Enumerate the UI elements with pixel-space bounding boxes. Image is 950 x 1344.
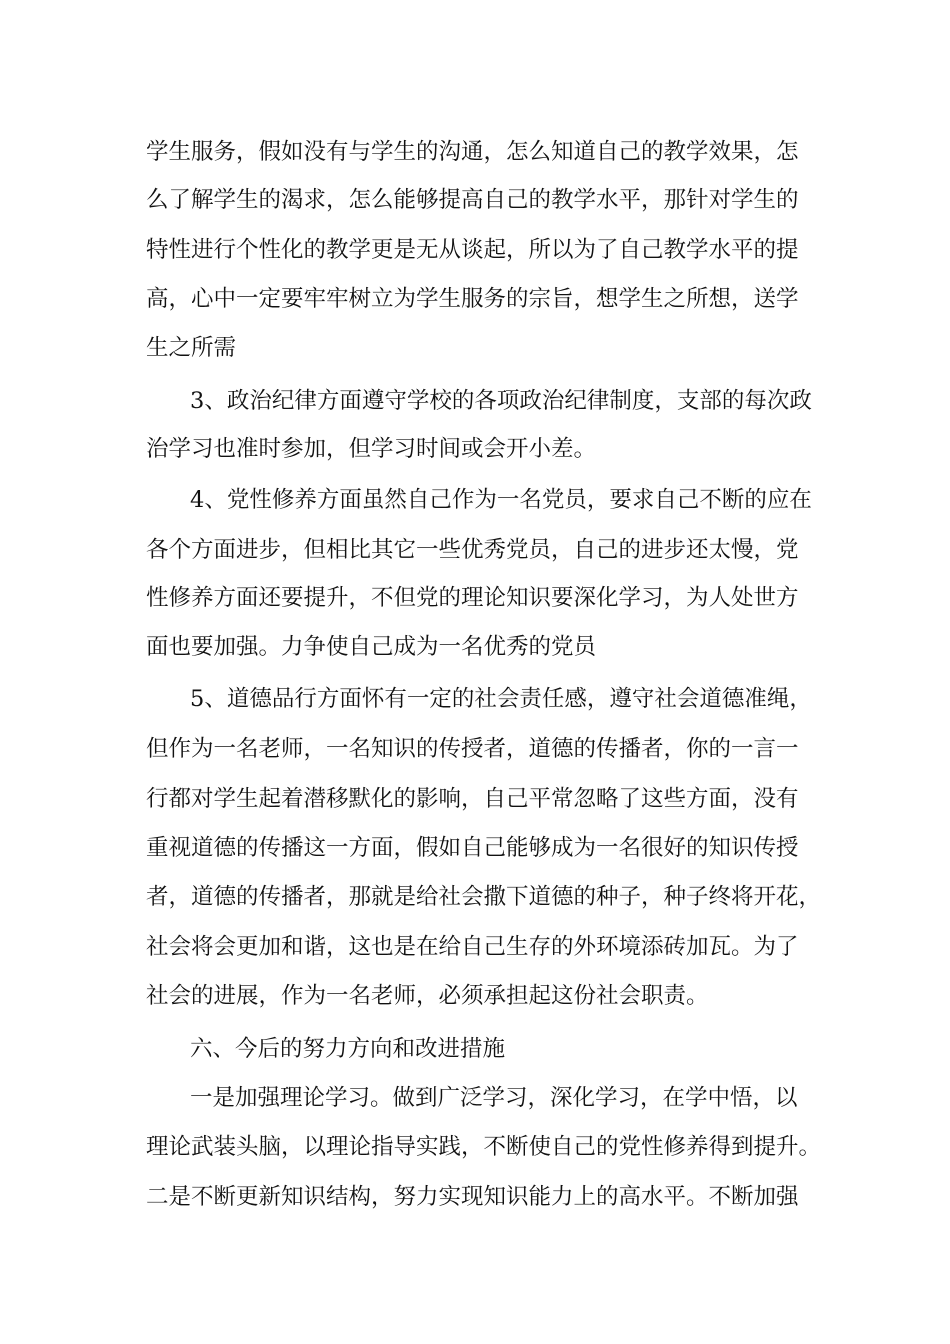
paragraph-first-line: 4、党性修养方面虽然自己作为一名党员，要求自己不断的应在: [190, 487, 812, 513]
text-line: 二是不断更新知识结构，努力实现知识能力上的高水平。不断加强: [146, 1184, 799, 1210]
text-line: 理论武装头脑，以理论指导实践，不断使自己的党性修养得到提升。: [146, 1134, 822, 1160]
text-line: 行都对学生起着潜移默化的影响，自己平常忽略了这些方面，没有: [146, 786, 799, 812]
text-line: 者，道德的传播者，那就是给社会撒下道德的种子，种子终将开花，: [146, 884, 822, 910]
text-line: 生之所需: [146, 335, 237, 361]
text-line: 特性进行个性化的教学更是无从谈起，所以为了自己教学水平的提: [146, 237, 799, 263]
paragraph-first-line: 3、政治纪律方面遵守学校的各项政治纪律制度，支部的每次政: [190, 388, 812, 414]
text-line: 性修养方面还要提升，不但党的理论知识要深化学习，为人处世方: [146, 585, 799, 611]
section-heading: 六、今后的努力方向和改进措施: [190, 1036, 506, 1062]
text-line: 社会将会更加和谐，这也是在给自己生存的外环境添砖加瓦。为了: [146, 934, 799, 960]
text-line: 么了解学生的渴求，怎么能够提高自己的教学水平，那针对学生的: [146, 187, 799, 213]
text-line: 治学习也准时参加，但学习时间或会开小差。: [146, 436, 597, 462]
text-line: 各个方面进步，但相比其它一些优秀党员，自己的进步还太慢，党: [146, 537, 799, 563]
paragraph-first-line: 5、道德品行方面怀有一定的社会责任感，遵守社会道德准绳，: [190, 686, 812, 712]
text-line: 高，心中一定要牢牢树立为学生服务的宗旨，想学生之所想，送学: [146, 286, 799, 312]
paragraph-first-line: 一是加强理论学习。做到广泛学习，深化学习，在学中悟，以: [190, 1085, 798, 1111]
text-line: 学生服务，假如没有与学生的沟通，怎么知道自己的教学效果，怎: [146, 139, 799, 165]
text-line: 但作为一名老师，一名知识的传授者，道德的传播者，你的一言一: [146, 736, 799, 762]
text-line: 重视道德的传播这一方面，假如自己能够成为一名很好的知识传授: [146, 835, 799, 861]
text-line: 面也要加强。力争使自己成为一名优秀的党员: [146, 634, 597, 660]
text-line: 社会的进展，作为一名老师，必须承担起这份社会职责。: [146, 983, 709, 1009]
